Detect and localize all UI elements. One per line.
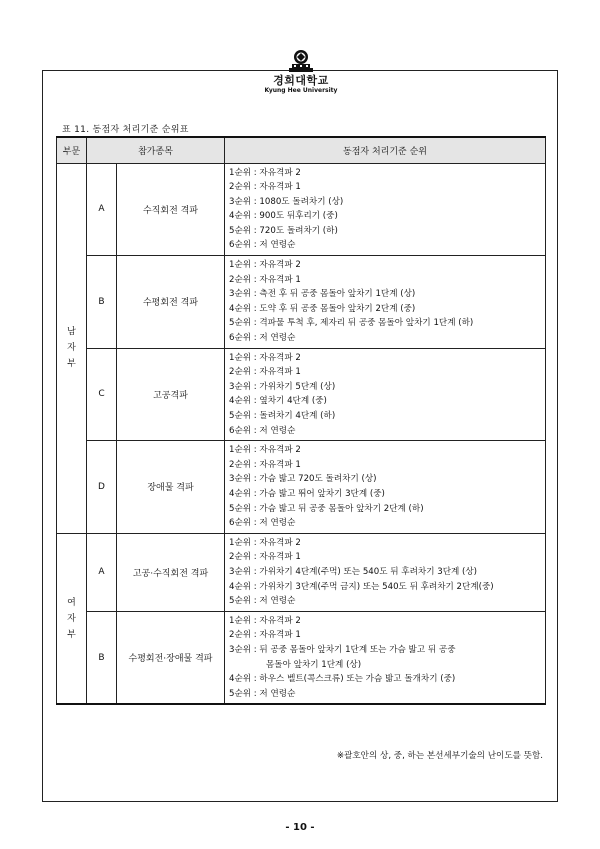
footnote: ※괄호안의 상, 중, 하는 본선세부기술의 난이도를 뜻함.	[336, 751, 543, 761]
ranking-item: 3순위 : 측전 후 뒤 공중 몸돌아 앞차기 1단계 (상)	[229, 289, 416, 300]
ranking-item: 2순위 : 자유격파 1	[229, 182, 301, 193]
table-row	[57, 611, 546, 704]
ranking-list	[225, 441, 546, 534]
ranking-list	[225, 163, 546, 256]
event-name: 고공격파	[117, 348, 225, 441]
ranking-item: 5순위 : 가슴 밟고 뒤 공중 몸돌아 앞차기 2단계 (하)	[229, 503, 424, 514]
university-logo	[256, 44, 346, 96]
ranking-item: 몸돌아 앞차기 1단계 (상)	[266, 659, 362, 670]
ranking-item: 1순위 : 자유격파 2	[229, 445, 301, 456]
division-label	[57, 163, 87, 533]
table-row	[57, 256, 546, 349]
ranking-item: 4순위 : 옆차기 4단계 (중)	[229, 396, 327, 407]
table-header-row	[57, 137, 546, 163]
ranking-item: 2순위 : 자유격파 1	[229, 274, 301, 285]
ranking-item: 2순위 : 자유격파 1	[229, 367, 301, 378]
ranking-item: 1순위 : 자유격파 2	[229, 352, 301, 363]
ranking-item: 4순위 : 900도 뒤후리기 (중)	[229, 211, 338, 222]
header-event: 참가종목	[87, 137, 225, 163]
ranking-item: 1순위 : 자유격파 2	[229, 260, 301, 271]
header-division: 부문	[57, 137, 87, 163]
division-label-char: 여	[67, 597, 76, 608]
event-code: D	[87, 441, 117, 534]
ranking-item: 6순위 : 저 연령순	[229, 518, 296, 529]
table-row	[57, 348, 546, 441]
ranking-item: 2순위 : 자유격파 1	[229, 552, 301, 563]
ranking-item: 2순위 : 자유격파 1	[229, 630, 301, 641]
event-code: A	[87, 533, 117, 611]
ranking-item: 3순위 : 뒤 공중 몸돌아 앞차기 1단계 또는 가슴 밟고 뒤 공중	[229, 644, 456, 655]
ranking-list	[225, 533, 546, 611]
ranking-item: 4순위 : 가위차기 3단계(주먹 금지) 또는 540도 뒤 후려차기 2단계(중)	[229, 581, 494, 592]
ranking-item: 2순위 : 자유격파 1	[229, 459, 301, 470]
ranking-item: 1순위 : 자유격파 2	[229, 537, 301, 548]
logo-name-ko: 경희대학교	[273, 74, 329, 87]
header-ranking: 동점자 처리기준 순위	[225, 137, 546, 163]
ranking-item: 4순위 : 하우스 벨트(콕스크류) 또는 가슴 밟고 돌개차기 (중)	[229, 674, 456, 685]
division-label-char: 부	[67, 359, 76, 370]
ranking-item: 4순위 : 도약 후 뒤 공중 몸돌아 앞차기 2단계 (중)	[229, 303, 416, 314]
page-number: - 10 -	[285, 822, 315, 833]
table-row	[57, 533, 546, 611]
division-label-char: 남	[67, 327, 76, 338]
ranking-item: 5순위 : 720도 돌려차기 (하)	[229, 225, 338, 236]
division-label-char: 부	[67, 629, 76, 640]
ranking-item: 3순위 : 1080도 돌려차기 (상)	[229, 196, 344, 207]
event-name: 수평회전·장애물 격파	[117, 611, 225, 704]
event-name: 수평회전 격파	[117, 256, 225, 349]
ranking-item: 6순위 : 저 연령순	[229, 425, 296, 436]
tiebreak-table	[56, 136, 546, 705]
division-label-char: 자	[67, 343, 76, 354]
ranking-list	[225, 611, 546, 704]
ranking-list	[225, 348, 546, 441]
event-code: B	[87, 256, 117, 349]
ranking-item: 3순위 : 가슴 밟고 720도 돌려차기 (상)	[229, 474, 377, 485]
ranking-item: 5순위 : 저 연령순	[229, 688, 296, 699]
event-name: 수직회전 격파	[117, 163, 225, 256]
logo-name-en: Kyung Hee University	[264, 87, 338, 94]
ranking-item: 6순위 : 저 연령순	[229, 240, 296, 251]
ranking-list	[225, 256, 546, 349]
ranking-item: 5순위 : 저 연령순	[229, 596, 296, 607]
ranking-item: 5순위 : 돌려차기 4단계 (하)	[229, 411, 336, 421]
ranking-item: 3순위 : 가위차기 4단계(주먹) 또는 540도 뒤 후려차기 3단계 (상)	[229, 566, 478, 577]
event-code: C	[87, 348, 117, 441]
event-name: 장애물 격파	[117, 441, 225, 534]
ranking-item: 4순위 : 가슴 밟고 뛰어 앞차기 3단계 (중)	[229, 488, 385, 499]
event-name: 고공·수직회전 격파	[117, 533, 225, 611]
table-body	[57, 163, 546, 704]
university-emblem-icon	[286, 44, 316, 74]
ranking-item: 1순위 : 자유격파 2	[229, 167, 301, 178]
ranking-item: 1순위 : 자유격파 2	[229, 615, 301, 626]
event-code: A	[87, 163, 117, 256]
ranking-item: 5순위 : 격파물 투척 후, 제자리 뒤 공중 몸돌아 앞차기 1단계 (하)	[229, 318, 474, 329]
ranking-item: 6순위 : 저 연령순	[229, 333, 296, 344]
division-label	[57, 533, 87, 704]
table-row	[57, 441, 546, 534]
table-row	[57, 163, 546, 256]
ranking-item: 3순위 : 가위차기 5단계 (상)	[229, 381, 336, 392]
table-caption: 표 11. 동점자 처리기준 순위표	[62, 125, 189, 135]
division-label-char: 자	[67, 613, 76, 624]
event-code: B	[87, 611, 117, 704]
